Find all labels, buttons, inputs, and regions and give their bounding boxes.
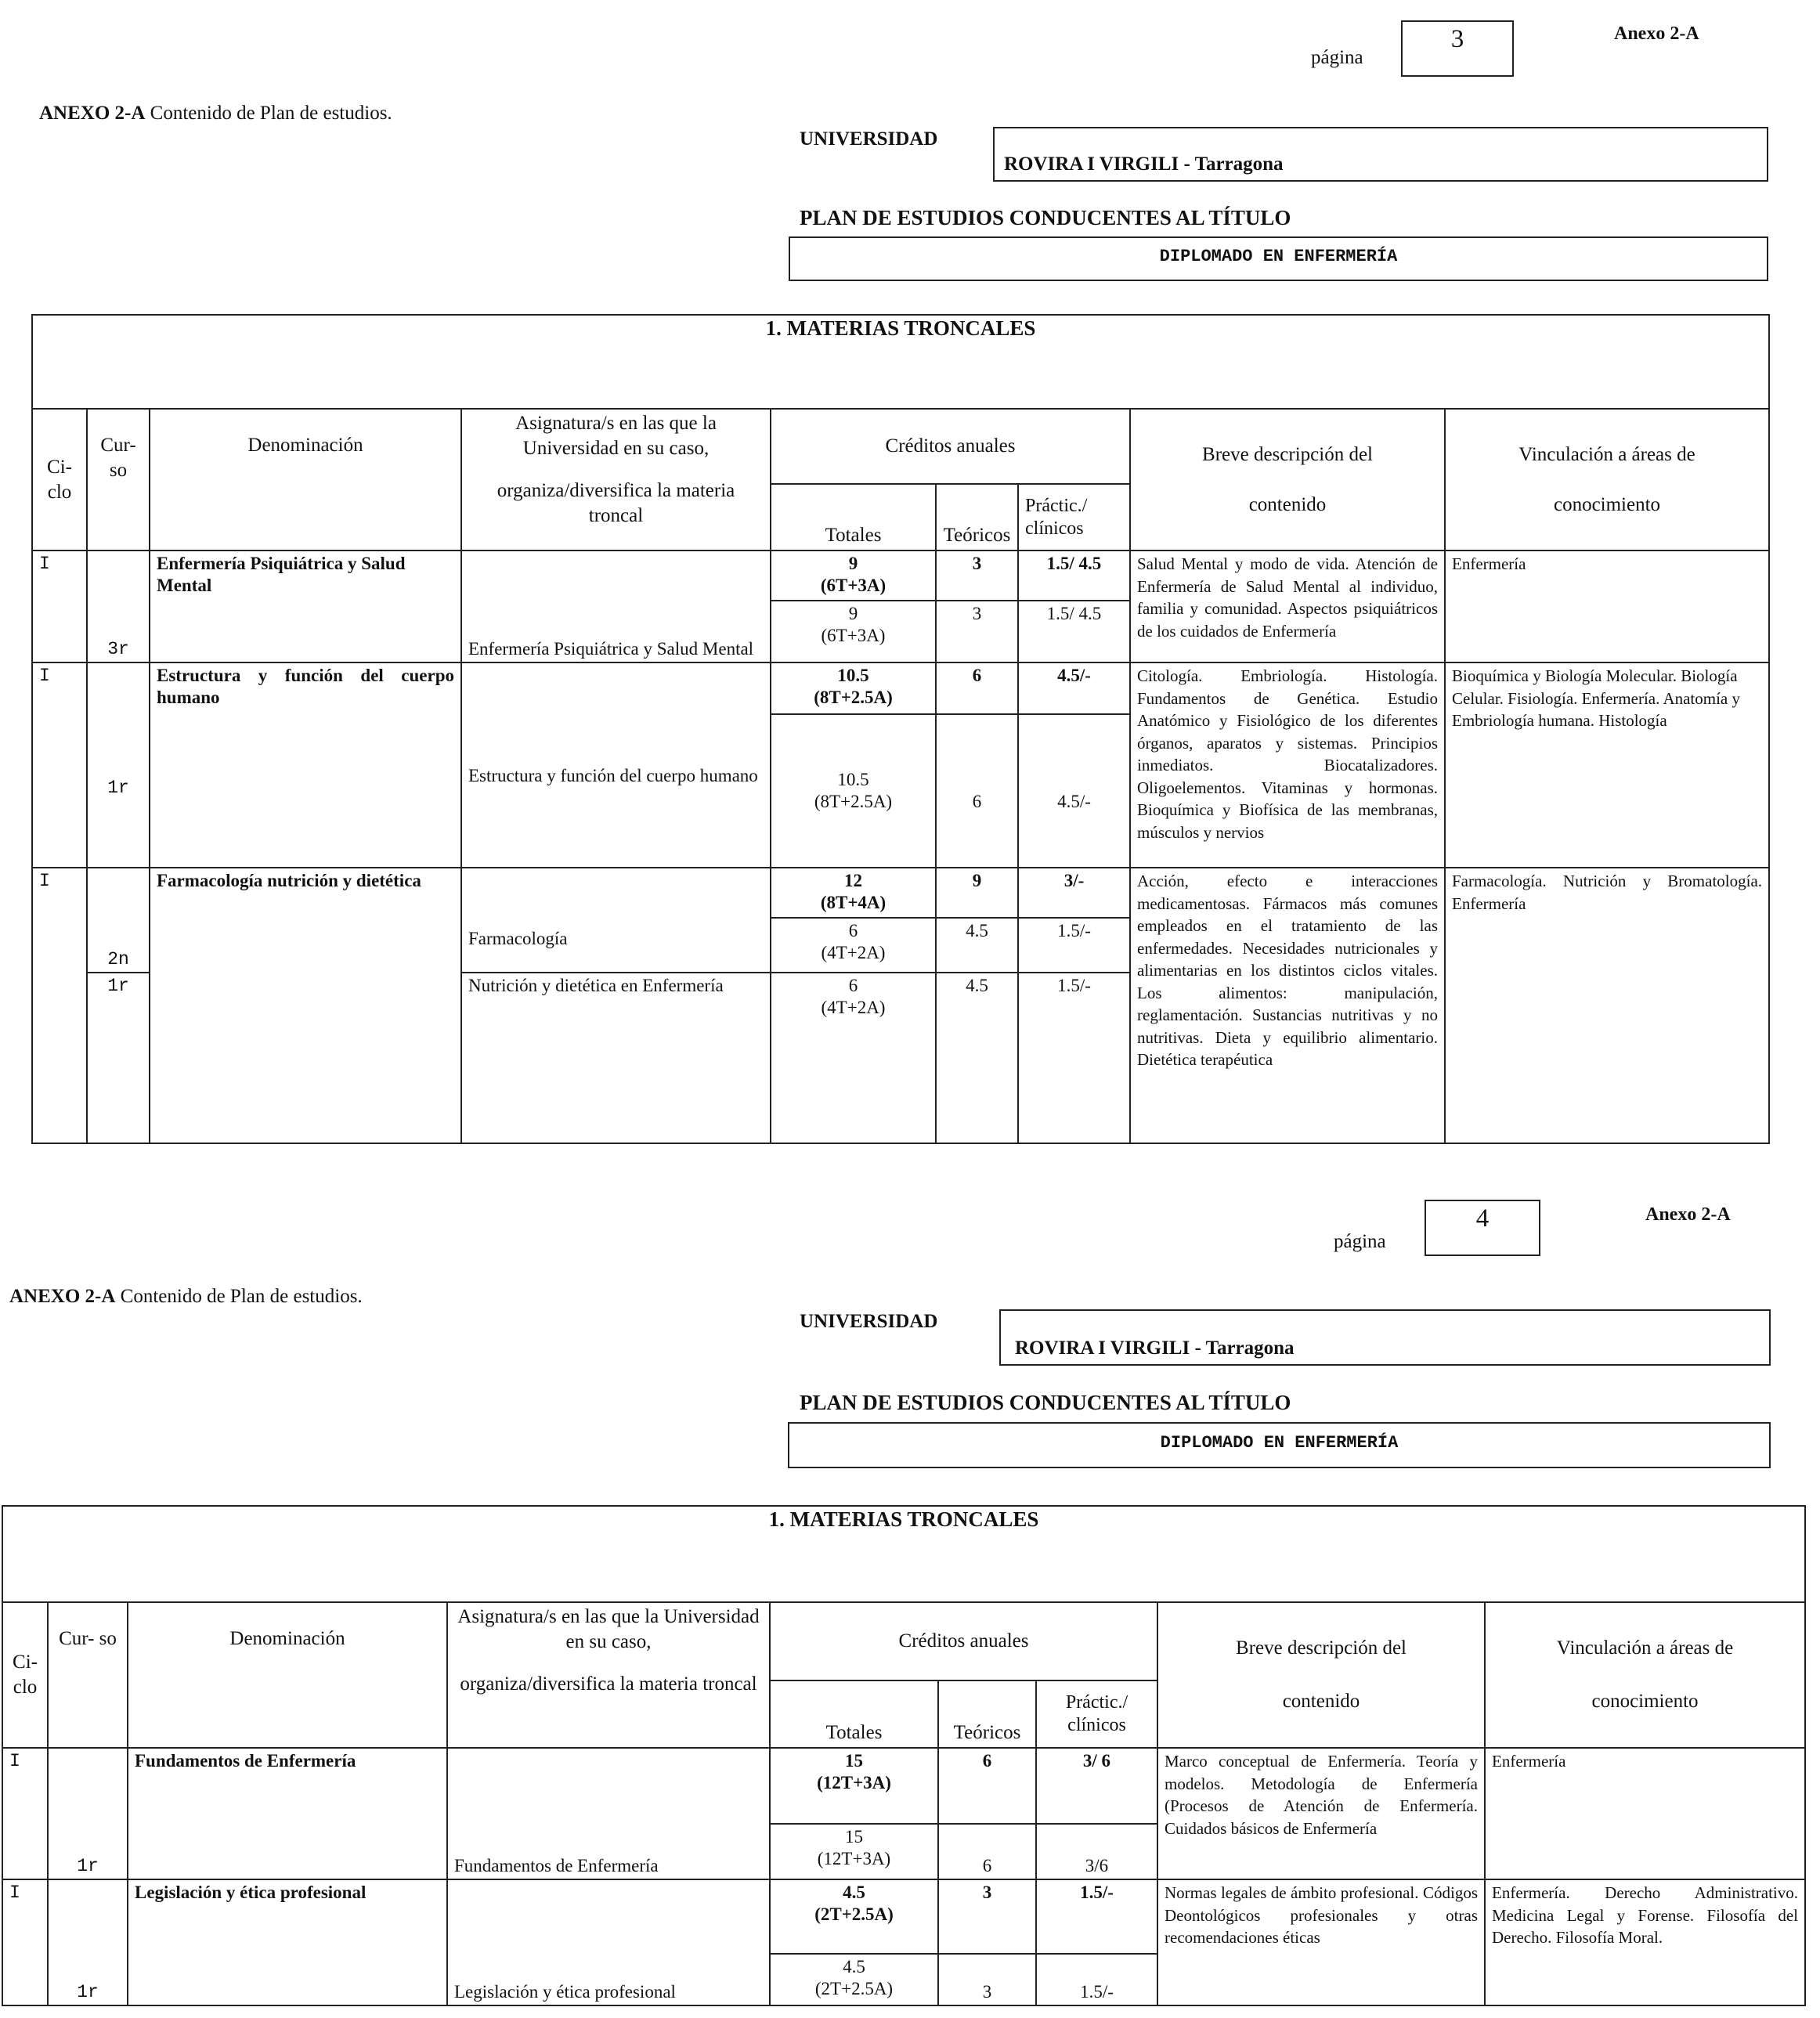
universidad-box <box>999 1309 1771 1366</box>
page-number-box <box>1425 1200 1540 1256</box>
anexo-tag: Anexo 2-A <box>1645 1204 1731 1225</box>
subject-totales <box>771 918 936 973</box>
header-descripcion-line1: Breve descripción del <box>1236 1637 1407 1659</box>
header-asignatura <box>461 409 771 551</box>
header-teoricos: Teóricos <box>936 484 1018 551</box>
page-number-box <box>1401 20 1514 77</box>
troncal-totales-detail: (12T+3A) <box>817 1773 891 1792</box>
subject-totales-value: 10.5 <box>837 770 869 789</box>
header-descripcion-line1: Breve descripción del <box>1202 443 1373 465</box>
header-descripcion-line2: contenido <box>1248 493 1327 515</box>
header-asignatura-line1: Asignatura/s en las que la Universidad en su caso, <box>457 1606 760 1652</box>
subject-totales-detail: (2T+2.5A) <box>814 1979 894 1998</box>
header-areas-line2: conocimiento <box>1591 1691 1699 1712</box>
materias-table <box>31 314 1770 1144</box>
curso-cell: 1r <box>48 1879 128 2005</box>
troncal-teoricos: 9 <box>936 868 1018 918</box>
header-descripcion-line2: contenido <box>1282 1691 1360 1712</box>
denominacion-cell: Enfermería Psiquiátrica y Salud Mental <box>150 551 461 662</box>
descripcion-cell: Marco conceptual de Enfermería. Teoría y modelos. Metodología de Enfermería (Procesos de Atención de Enfermería. Cuidados básicos de Enfermería <box>1157 1748 1485 1879</box>
areas-cell: Enfermería <box>1485 1748 1805 1879</box>
header-areas-line1: Vinculación a áreas de <box>1518 443 1695 465</box>
universidad-box <box>993 127 1768 182</box>
descripcion-cell: Acción, efecto e interacciones medicamentosas. Fármacos más comunes empleados en el tratamiento de las enfermedades. Necesidades nutricionales y alimentarias en los distintos ciclos vitales. Los alimentos: manipulación, reglamentación. Sustancias nutritivas y no nutritivas. Dieta y equilibrio alimentario. Dietética terapéutica <box>1130 868 1445 1143</box>
curso-cell: 1r <box>87 973 150 1143</box>
subject-practicos: 4.5/- <box>1018 714 1130 868</box>
subject-teoricos: 4.5 <box>936 918 1018 973</box>
universidad-label: UNIVERSIDAD <box>800 1311 938 1332</box>
ciclo-cell: I <box>32 868 87 1143</box>
ciclo-cell: I <box>32 551 87 662</box>
anexo-tag: Anexo 2-A <box>1614 23 1699 44</box>
troncal-practicos: 3/ 6 <box>1036 1748 1157 1824</box>
subject-practicos: 3/6 <box>1036 1824 1157 1879</box>
troncal-totales-detail: (6T+3A) <box>820 576 887 595</box>
header-curso: Cur- so <box>48 1602 128 1748</box>
subject-practicos: 1.5/ 4.5 <box>1018 601 1130 662</box>
pagina-label: página <box>1311 47 1363 68</box>
header-denominacion: Denominación <box>150 409 461 551</box>
subject-totales-detail: (4T+2A) <box>821 943 886 962</box>
header-totales: Totales <box>771 484 936 551</box>
troncal-totales <box>771 662 936 714</box>
anexo-title-bold: ANEXO 2-A <box>9 1286 116 1307</box>
curso-cell: 1r <box>48 1748 128 1879</box>
subject-teoricos: 4.5 <box>936 973 1018 1143</box>
subject-totales <box>770 1954 938 2005</box>
denominacion-cell: Farmacología nutrición y dietética <box>150 868 461 1143</box>
subject-totales-value: 15 <box>845 1827 863 1847</box>
curso-cell: 2n <box>87 868 150 973</box>
troncal-teoricos: 3 <box>936 551 1018 601</box>
page-number: 4 <box>1475 1204 1490 1233</box>
troncal-practicos: 4.5/- <box>1018 662 1130 714</box>
subject-teoricos: 3 <box>936 601 1018 662</box>
anexo-title-text: Contenido de Plan de estudios. <box>150 103 392 124</box>
plan-label: PLAN DE ESTUDIOS CONDUCENTES AL TÍTULO <box>800 206 1291 229</box>
header-denominacion: Denominación <box>128 1602 447 1748</box>
titulo-box <box>788 1422 1771 1468</box>
header-asignatura-line2: organiza/diversifica la materia troncal <box>497 480 735 526</box>
curso-cell: 1r <box>87 662 150 868</box>
header-asignatura <box>447 1602 770 1748</box>
header-creditos: Créditos anuales <box>770 1602 1157 1680</box>
subject-practicos: 1.5/- <box>1018 973 1130 1143</box>
anexo-title <box>9 1286 363 1308</box>
table-title: 1. MATERIAS TRONCALES <box>2 1506 1805 1602</box>
header-areas <box>1445 409 1769 551</box>
subject-totales <box>770 1824 938 1879</box>
titulo-value: DIPLOMADO EN ENFERMERÍA <box>1160 1433 1399 1453</box>
subject-teoricos: 6 <box>938 1824 1036 1879</box>
areas-cell: Farmacología. Nutrición y Bromatología. Enfermería <box>1445 868 1769 1143</box>
pagina-label: página <box>1334 1231 1386 1252</box>
subject-totales-value: 6 <box>848 921 858 940</box>
asignatura-cell: Legislación y ética profesional <box>447 1879 770 2005</box>
asignatura-cell: Fundamentos de Enfermería <box>447 1748 770 1879</box>
header-practicos: Práctic./ clínicos <box>1036 1680 1157 1748</box>
header-asignatura-line2: organiza/diversifica la materia troncal <box>460 1673 757 1695</box>
subject-totales-detail: (4T+2A) <box>821 998 886 1017</box>
subject-teoricos: 3 <box>938 1954 1036 2005</box>
curso-cell: 3r <box>87 551 150 662</box>
troncal-teoricos: 6 <box>936 662 1018 714</box>
areas-cell: Bioquímica y Biología Molecular. Biología Celular. Fisiología. Enfermería. Anatomía y Embriología humana. Histología <box>1445 662 1769 868</box>
descripcion-cell: Normas legales de ámbito profesional. Códigos Deontológicos profesionales y otras recomendaciones éticas <box>1157 1879 1485 2005</box>
troncal-totales-value: 9 <box>848 554 858 573</box>
anexo-title-text: Contenido de Plan de estudios. <box>120 1286 363 1307</box>
universidad-value: ROVIRA I VIRGILI - Tarragona <box>1004 153 1284 175</box>
denominacion-cell: Fundamentos de Enfermería <box>128 1748 447 1879</box>
troncal-totales-value: 12 <box>844 871 862 890</box>
troncal-totales <box>770 1748 938 1824</box>
subject-teoricos: 6 <box>936 714 1018 868</box>
header-descripcion <box>1130 409 1445 551</box>
plan-label: PLAN DE ESTUDIOS CONDUCENTES AL TÍTULO <box>800 1391 1291 1414</box>
denominacion-cell: Estructura y función del cuerpo humano <box>150 662 461 868</box>
subject-totales-value: 9 <box>848 604 858 623</box>
troncal-practicos: 1.5/- <box>1036 1879 1157 1954</box>
troncal-totales-detail: (2T+2.5A) <box>814 1904 894 1924</box>
denominacion-cell: Legislación y ética profesional <box>128 1879 447 2005</box>
page-number: 3 <box>1450 25 1464 53</box>
subject-totales-detail: (6T+3A) <box>821 626 886 645</box>
troncal-totales <box>771 551 936 601</box>
subject-totales-detail: (8T+2.5A) <box>814 792 893 811</box>
header-totales: Totales <box>770 1680 938 1748</box>
universidad-value: ROVIRA I VIRGILI - Tarragona <box>1015 1338 1295 1359</box>
subject-totales-value: 6 <box>848 976 858 995</box>
materias-table <box>2 1505 1806 2006</box>
troncal-totales-detail: (8T+4A) <box>820 893 887 912</box>
subject-totales-value: 4.5 <box>843 1957 865 1976</box>
troncal-practicos: 1.5/ 4.5 <box>1018 551 1130 601</box>
areas-cell: Enfermería <box>1445 551 1769 662</box>
asignatura-cell: Nutrición y dietética en Enfermería <box>461 973 771 1143</box>
header-curso: Cur- so <box>87 409 150 551</box>
troncal-practicos: 3/- <box>1018 868 1130 918</box>
ciclo-cell: I <box>32 662 87 868</box>
asignatura-cell: Estructura y función del cuerpo humano <box>461 662 771 868</box>
troncal-totales-detail: (8T+2.5A) <box>814 688 893 707</box>
descripcion-cell: Salud Mental y modo de vida. Atención de Enfermería de Salud Mental al individuo, familia y comunidad. Aspectos psiquiátricos de los cuidados de Enfermería <box>1130 551 1445 662</box>
troncal-totales-value: 4.5 <box>843 1883 865 1902</box>
header-asignatura-line1: Asignatura/s en las que la Universidad en su caso, <box>515 413 717 459</box>
ciclo-cell: I <box>2 1748 48 1879</box>
asignatura-cell: Enfermería Psiquiátrica y Salud Mental <box>461 551 771 662</box>
troncal-teoricos: 3 <box>938 1879 1036 1954</box>
header-descripcion <box>1157 1602 1485 1748</box>
header-areas-line1: Vinculación a áreas de <box>1556 1637 1734 1659</box>
table-title: 1. MATERIAS TRONCALES <box>32 315 1769 409</box>
troncal-teoricos: 6 <box>938 1748 1036 1824</box>
header-ciclo: Ci- clo <box>32 409 87 551</box>
header-ciclo: Ci- clo <box>2 1602 48 1748</box>
troncal-totales <box>771 868 936 918</box>
header-creditos: Créditos anuales <box>771 409 1130 484</box>
header-practicos: Práctic./ clínicos <box>1018 484 1130 551</box>
anexo-title-bold: ANEXO 2-A <box>39 103 146 124</box>
titulo-value: DIPLOMADO EN ENFERMERÍA <box>1159 247 1398 266</box>
subject-totales <box>771 973 936 1143</box>
universidad-label: UNIVERSIDAD <box>800 128 938 150</box>
troncal-totales-value: 15 <box>845 1751 863 1771</box>
anexo-title <box>39 103 392 125</box>
subject-totales <box>771 601 936 662</box>
subject-totales <box>771 714 936 868</box>
areas-cell: Enfermería. Derecho Administrativo. Medicina Legal y Forense. Filosofía del Derecho. Filosofía Moral. <box>1485 1879 1805 2005</box>
descripcion-cell: Citología. Embriología. Histología. Fundamentos de Genética. Estudio Anatómico y Fisiológico de los diferentes órganos, aparatos y sistemas. Principios inmediatos. Biocatalizadores. Oligoelementos. Vitaminas y hormonas. Bioquímica y Biofísica de las membranas, músculos y nervios <box>1130 662 1445 868</box>
titulo-box <box>789 236 1768 281</box>
ciclo-cell: I <box>2 1879 48 2005</box>
header-areas-line2: conocimiento <box>1553 493 1661 515</box>
asignatura-cell: Farmacología <box>461 868 771 973</box>
header-teoricos: Teóricos <box>938 1680 1036 1748</box>
subject-practicos: 1.5/- <box>1036 1954 1157 2005</box>
troncal-totales <box>770 1879 938 1954</box>
subject-totales-detail: (12T+3A) <box>817 1849 891 1868</box>
header-areas <box>1485 1602 1805 1748</box>
subject-practicos: 1.5/- <box>1018 918 1130 973</box>
troncal-totales-value: 10.5 <box>837 666 869 685</box>
